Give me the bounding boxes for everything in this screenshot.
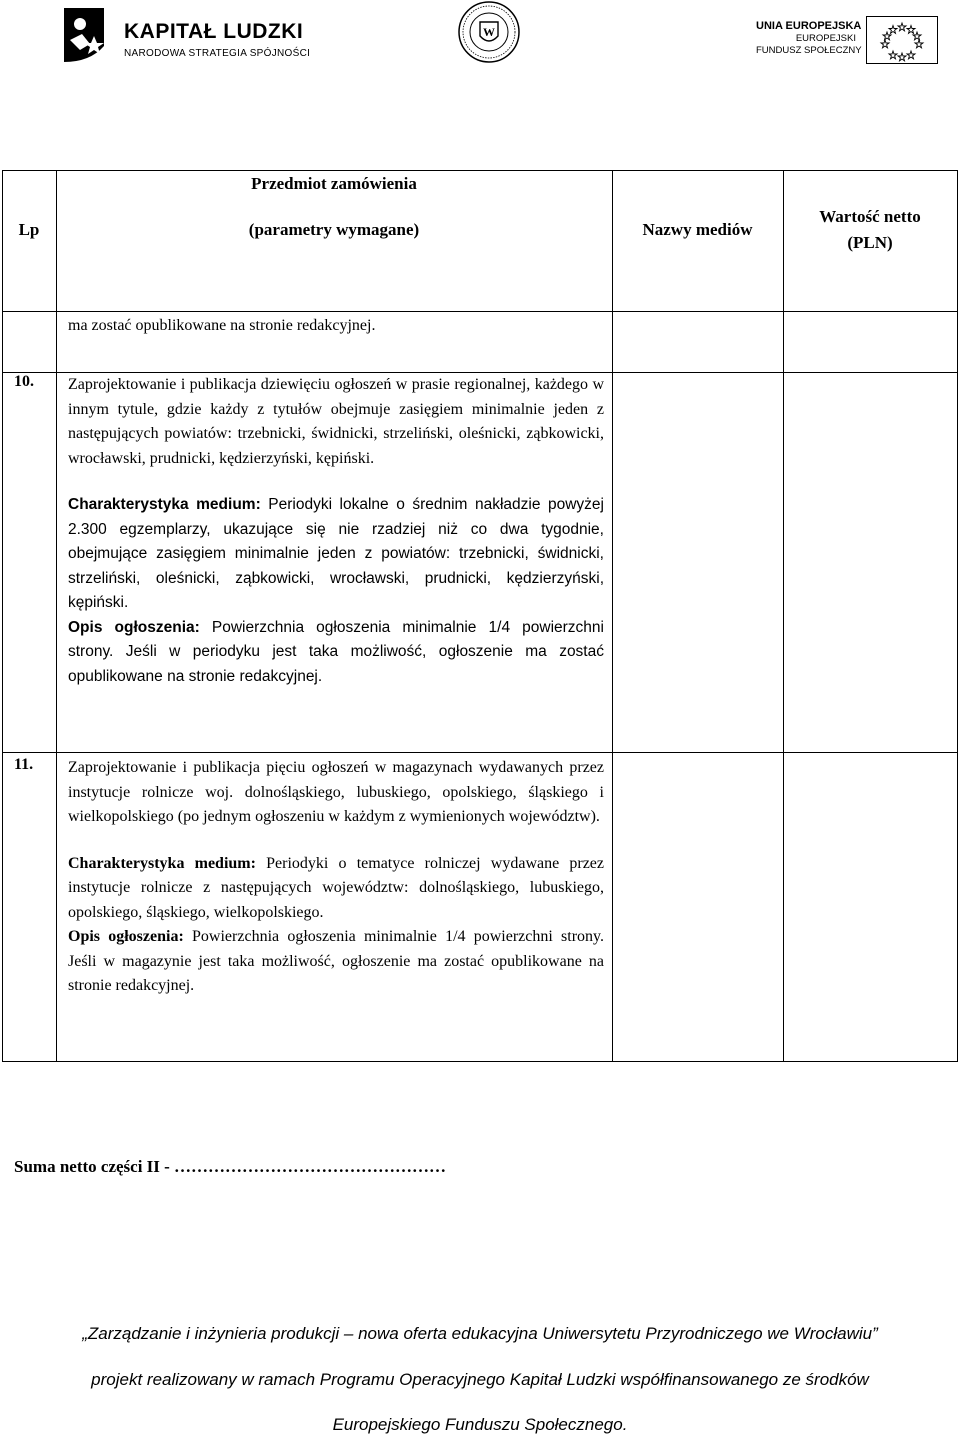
university-seal-icon <box>457 0 521 64</box>
table-rule <box>2 752 958 753</box>
university-seal-logo <box>457 0 521 64</box>
ad-description-label: Opis ogłoszenia: <box>68 618 200 636</box>
column-header-media: Nazwy mediów <box>642 220 753 239</box>
table-col-rule <box>56 170 57 1062</box>
row-description: Zaprojektowanie i publikacja dziewięciu ogłoszeń w prasie regionalnej, każdego w innym tytule, gdzie każdy z tytułów obejmuje zasięgiem minimalnie jeden z następujących powiatów: trzebnicki, świdnicki, strzeliński, oleśnicki, ząbkowicki, wrocławski, prudnicki, kędzierzyński, kępiński. <box>68 376 604 467</box>
table-col-rule <box>612 170 613 1062</box>
table-rule <box>2 1061 958 1062</box>
row-number: 10. <box>14 373 34 390</box>
ad-description-label: Opis ogłoszenia: <box>68 928 184 945</box>
ad-description-text: Powierzchnia ogłoszenia minimalnie 1/4 powierzchni strony. Jeśli w periodyku jest taka możliwość, ogłoszenie ma zostać opublikowane na stronie redakcyjnej. <box>68 618 604 685</box>
column-header-subject-line2: (parametry wymagane) <box>248 220 420 239</box>
svg-text:W: W <box>483 25 495 39</box>
eu-flag-icon <box>866 16 938 64</box>
media-characteristics-label: Charakterystyka medium: <box>68 854 256 872</box>
media-characteristics-label: Charakterystyka medium: <box>68 496 261 513</box>
ad-description-text: Powierzchnia ogłoszenia minimalnie 1/4 powierzchni strony. Jeśli w magazynie jest taka możliwość, ogłoszenie ma zostać opublikowane na stronie redakcyjnej. <box>68 928 605 994</box>
footer-line3: Europejskiego Funduszu Społecznego. <box>332 1415 628 1434</box>
kapital-ludzki-logo <box>60 6 311 66</box>
row-description-cell <box>68 756 604 999</box>
column-header-lp: Lp <box>18 220 40 239</box>
order-table <box>2 170 958 1062</box>
kapital-ludzki-title: KAPITAŁ LUDZKI <box>124 20 304 43</box>
row-number: 11. <box>14 756 34 773</box>
eu-line1: UNIA EUROPEJSKA <box>756 20 862 32</box>
column-header-value-line2: (PLN) <box>847 233 893 252</box>
column-header-value-line1: Wartość netto <box>819 207 921 226</box>
column-header-subject-line1: Przedmiot zamówienia <box>251 174 417 193</box>
table-col-rule <box>957 170 958 1062</box>
continuation-text <box>68 314 604 339</box>
table-col-rule <box>2 170 3 1062</box>
kapital-ludzki-subtitle: NARODOWA STRATEGIA SPÓJNOŚCI <box>124 48 311 59</box>
continuation-line: ma zostać opublikowane na stronie redakcyjnej. <box>68 317 376 334</box>
table-rule <box>2 170 958 171</box>
kapital-ludzki-emblem-icon <box>60 6 114 64</box>
eu-line3: FUNDUSZ SPOŁECZNY <box>756 45 862 56</box>
media-characteristics-text: Periodyki o tematyce rolniczej wydawane przez instytucje rolnicze z następujących województw: dolnośląskiego, lubuskiego, opolskiego, śląskiego, wielkopolskiego. <box>68 854 605 921</box>
net-sum-line: Suma netto części II - ………………………………………… <box>14 1157 447 1176</box>
eu-line2: EUROPEJSKI <box>795 33 856 44</box>
table-col-rule <box>783 170 784 1062</box>
eu-efs-logo <box>756 20 942 68</box>
row-description-cell <box>68 373 604 689</box>
table-rule <box>2 311 958 312</box>
footer-line1: „Zarządzanie i inżynieria produkcji – nowa oferta edukacyjna Uniwersytetu Przyrodniczego we Wrocławiu” <box>82 1324 878 1343</box>
footer-line2: projekt realizowany w ramach Programu Operacyjnego Kapitał Ludzki współfinansowanego ze środków <box>91 1370 869 1389</box>
row-description: Zaprojektowanie i publikacja pięciu ogłoszeń w magazynach wydawanych przez instytucje rolnicze woj. dolnośląskiego, lubuskiego, opolskiego, śląskiego i wielkopolskiego (po jednym ogłoszeniu w każdym z wymienionych województw). <box>68 759 604 825</box>
media-characteristics-text: Periodyki lokalne o średnim nakładzie powyżej 2.300 egzemplarzy, ukazujące się nie rzadziej niż co dwa tygodnie, obejmujące zasięgiem minimalnie jeden z powiatów: trzebnicki, świdnicki, strzeliński, oleśnicki, ząbkowicki, wrocławski, prudnicki, kędzierzyński, kępiński. <box>68 496 604 611</box>
